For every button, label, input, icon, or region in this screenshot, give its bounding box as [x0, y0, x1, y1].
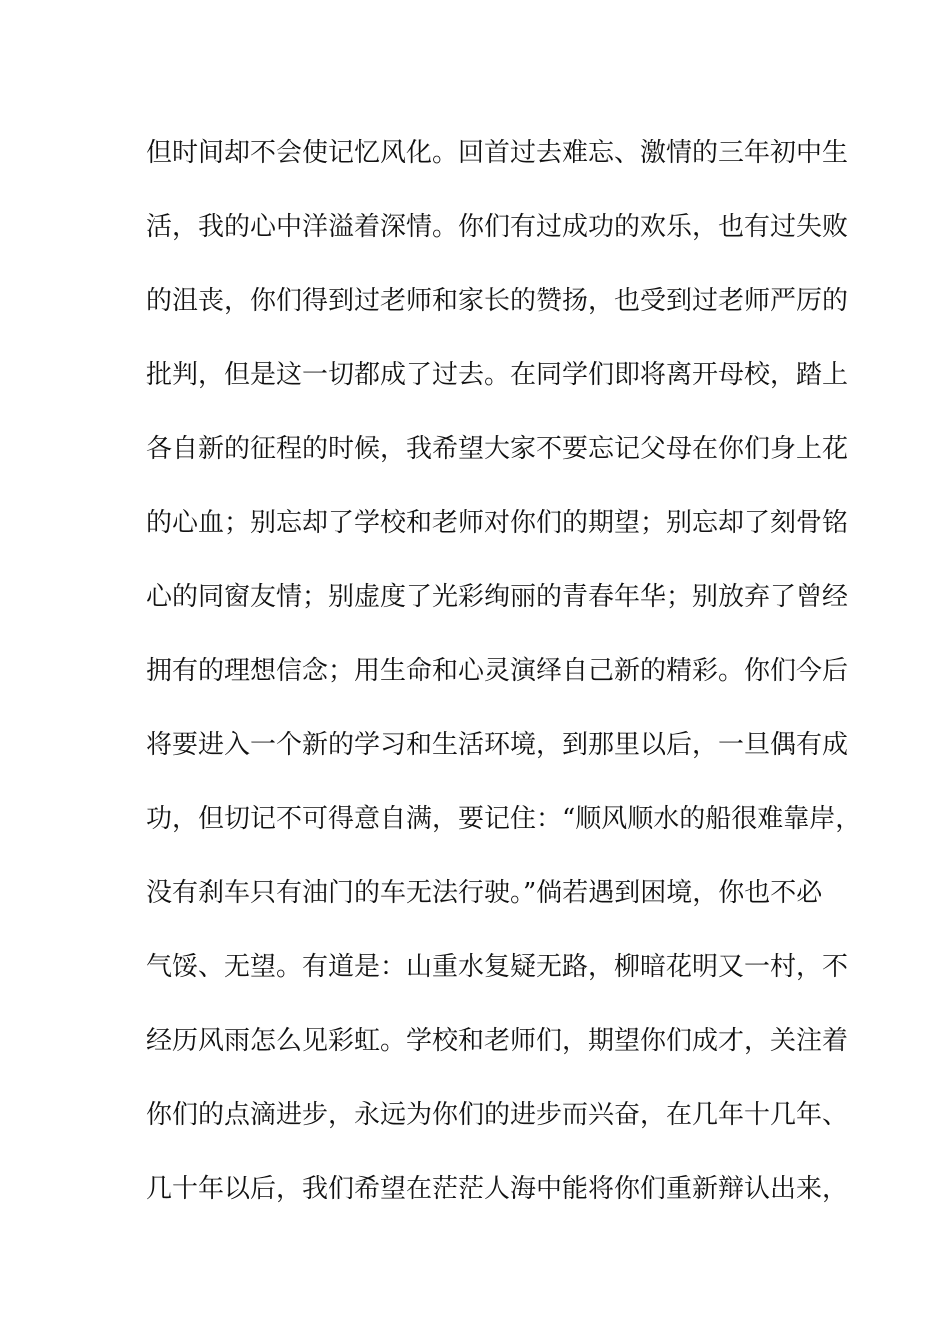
text-line: 你们的点滴进步，永远为你们的进步而兴奋，在几年十几年、: [146, 1100, 849, 1130]
text-line: 批判，但是这一切都成了过去。在同学们即将离开母校，踏上: [146, 360, 849, 390]
text-line: 气馁、无望。有道是：山重水复疑无路，柳暗花明又一村，不: [146, 952, 849, 982]
text-line: 功，但切记不可得意自满，要记住：“顺风顺水的船很难靠岸，: [146, 804, 862, 834]
text-line: 的心血；别忘却了学校和老师对你们的期望；别忘却了刻骨铭: [146, 508, 849, 538]
text-line: 但时间却不会使记忆风化。回首过去难忘、激情的三年初中生: [146, 138, 849, 168]
text-line: 将要进入一个新的学习和生活环境，到那里以后，一旦偶有成: [146, 730, 849, 760]
text-line: 没有刹车只有油门的车无法行驶。”倘若遇到困境，你也不必: [146, 878, 823, 908]
text-line: 的沮丧，你们得到过老师和家长的赞扬，也受到过老师严厉的: [146, 286, 849, 316]
text-line: 心的同窗友情；别虚度了光彩绚丽的青春年华；别放弃了曾经: [146, 582, 849, 612]
text-line: 各自新的征程的时候，我希望大家不要忘记父母在你们身上花: [146, 434, 849, 464]
text-line: 拥有的理想信念；用生命和心灵演绎自己新的精彩。你们今后: [146, 656, 849, 686]
text-line: 活，我的心中洋溢着深情。你们有过成功的欢乐，也有过失败: [146, 212, 849, 242]
body-text: [146, 131, 862, 1241]
text-line: 经历风雨怎么见彩虹。学校和老师们，期望你们成才，关注着: [146, 1026, 849, 1056]
text-line: 几十年以后，我们希望在茫茫人海中能将你们重新辩认出来，: [146, 1174, 849, 1204]
